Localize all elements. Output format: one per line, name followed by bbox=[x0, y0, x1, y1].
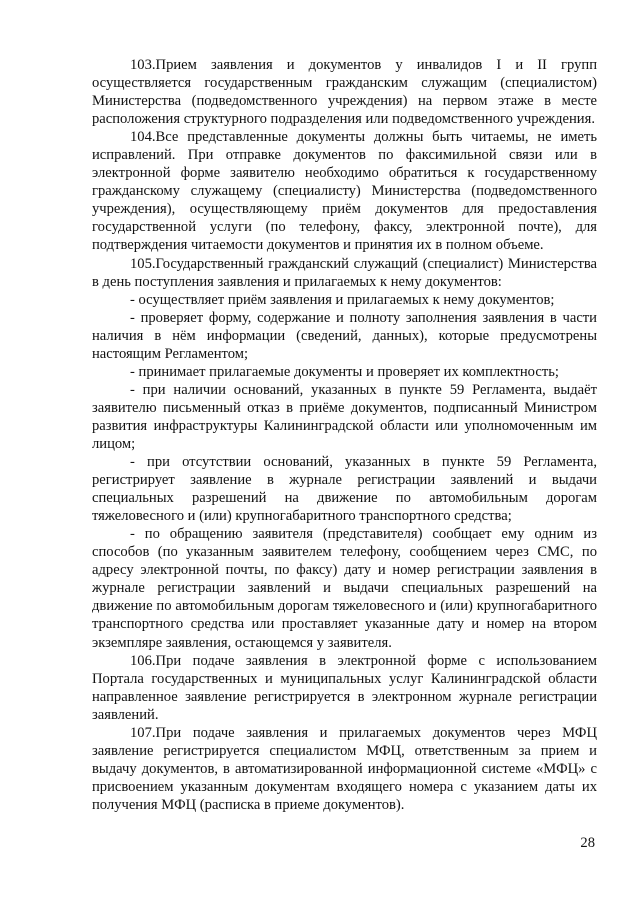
page-number: 28 bbox=[580, 835, 595, 851]
paragraph-105: 105.Государственный гражданский служащий (специалист) Министерства в день поступления заявления и прилагаемых к нему документов: bbox=[92, 255, 597, 290]
list-item: - при отсутствии оснований, указанных в пункте 59 Регламента, регистрирует заявление в журнале регистрации заявлений и выдачи специальных разрешений на движение по автомобильным дорогам тяжеловесного и (или) крупногабаритного транспортного средства; bbox=[92, 454, 597, 525]
list-item: - осуществляет приём заявления и прилагаемых к нему документов; bbox=[130, 291, 555, 308]
paragraph-104: 104.Все представленные документы должны быть читаемы, не иметь исправлений. При отправке документов по факсимильной связи или в электронной форме заявителю необходимо обратиться к государственному гражданскому служащему (специалисту) Министерства (подведомственного учреждения), осуществляющему приём документов для предоставления государственной услуги (по телефону, факсу, электронной почте), для подтверждения читаемости документов и принятия их в полном объеме. bbox=[92, 129, 597, 254]
paragraph-103: 103.Прием заявления и документов у инвалидов I и II групп осуществляется государственным гражданским служащим (специалистом) Министерства (подведомственного учреждения) на первом этаже в месте расположения структурного подразделения или подведомственного учреждения. bbox=[92, 57, 597, 128]
list-item: - при наличии оснований, указанных в пункте 59 Регламента, выдаёт заявителю письменный отказ в приёме документов, подписанный Министром развития инфраструктуры Калининградской области или уполномоченным им лицом; bbox=[92, 381, 597, 452]
list-item: - принимает прилагаемые документы и проверяет их комплектность; bbox=[130, 363, 559, 380]
list-item: - по обращению заявителя (представителя) сообщает ему одним из способов (по указанным заявителем телефону, сообщением через СМС, по адресу электронной почты, по факсу) дату и номер регистрации заявления в журнале регистрации заявлений и выдачи специальных разрешений на движение по автомобильным дорогам тяжеловесного и (или) крупногабаритного транспортного средства или проставляет указанные дату и номер на втором экземпляре заявления, остающемся у заявителя. bbox=[92, 526, 597, 651]
paragraph-106: 106.При подаче заявления в электронной форме с использованием Портала государственных и муниципальных услуг Калининградской области направленное заявление регистрируется в электронном журнале регистрации заявлений. bbox=[92, 652, 597, 723]
list-item: - проверяет форму, содержание и полноту заполнения заявления в части наличия в нём информации (сведений, данных), которые предусмотрены настоящим Регламентом; bbox=[92, 309, 597, 362]
paragraph-107: 107.При подаче заявления и прилагаемых документов через МФЦ заявление регистрируется специалистом МФЦ, ответственным за прием и выдачу документов, в автоматизированной информационной системе «МФЦ» с присвоением указанным документам входящего номера с указанием даты их получения МФЦ (расписка в приеме документов). bbox=[92, 724, 597, 813]
document-page bbox=[92, 56, 597, 814]
